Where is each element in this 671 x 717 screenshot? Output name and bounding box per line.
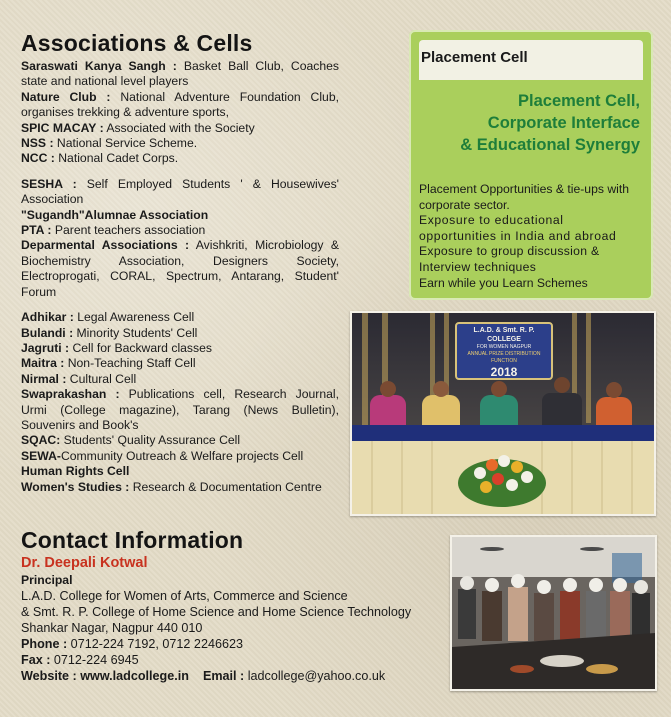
phone-row — [21, 636, 441, 652]
contact-heading: Contact Information — [21, 527, 244, 553]
phone-value[interactable]: 0712-224 7192, 0712 2246623 — [67, 637, 243, 651]
association-item — [21, 310, 339, 325]
associations-group-1 — [21, 59, 339, 167]
association-label: SPIC MACAY : — [21, 120, 104, 135]
association-item — [21, 356, 339, 371]
association-description: Avishkriti, Microbiology & Biochemistry Association, Designers Society, Electroprogati, CORAL, Spectrum, Antarang, Student' Forum — [21, 238, 340, 299]
association-label: "Sugandh"Alumnae Association — [21, 207, 209, 222]
association-description: Legal Awareness Cell — [73, 310, 195, 325]
placement-tagline — [418, 90, 640, 156]
banner-year: 2018 — [490, 365, 518, 379]
college-line-2: & Smt. R. P. College of Home Science and Home Science Technology — [21, 605, 412, 619]
association-description: Minority Students' Cell — [73, 325, 198, 340]
web-email-row — [21, 668, 441, 684]
placement-point: Exposure to educational opportunities in India and abroad — [419, 213, 617, 243]
association-description: Publications cell, Research Journal, Urmi (College magazine), Tarang (News Bulletin), Souvenirs and Book's — [21, 387, 339, 432]
banner-line-3: ANNUAL PRIZE DISTRIBUTION FUNCTION — [467, 351, 541, 364]
email-link[interactable]: ladcollege@yahoo.co.uk — [244, 669, 386, 683]
association-label: Nirmal : — [21, 371, 67, 386]
tagline-line: & Educational Synergy — [460, 136, 640, 154]
association-label: Human Rights Cell — [21, 464, 130, 479]
association-item — [21, 464, 339, 479]
association-item — [21, 223, 339, 238]
association-label: Deparmental Associations : — [21, 238, 190, 253]
prize-banner — [458, 326, 550, 379]
placement-point: Earn while you Learn Schemes — [419, 275, 588, 290]
association-item — [21, 208, 339, 223]
placement-points — [419, 182, 641, 291]
placement-point: Exposure to group discussion & Interview techniques — [419, 244, 600, 274]
association-item — [21, 387, 339, 433]
contact-details — [21, 555, 441, 684]
banner-line-2: FOR WOMEN NAGPUR — [476, 344, 532, 350]
associations-group-3 — [21, 310, 339, 495]
association-description: National Cadet Corps. — [54, 151, 179, 166]
email-label: Email : — [202, 669, 245, 683]
association-description: National Adventure Foundation Club, organises trekking & adventure sports, — [21, 89, 339, 120]
associations-list — [21, 59, 339, 495]
association-label: Maitra : — [21, 356, 65, 371]
association-description: Associated with the Society — [103, 120, 255, 135]
association-label: Saraswati Kanya Sangh : — [21, 59, 177, 73]
cooking-photo-illustration — [452, 537, 655, 689]
association-item — [21, 480, 339, 495]
fax-row — [21, 652, 441, 668]
association-item — [21, 372, 339, 387]
association-label: SEWA- — [21, 448, 61, 463]
tagline-line: Corporate Interface — [487, 114, 640, 132]
fax-label: Fax : — [21, 653, 51, 667]
association-item — [21, 59, 339, 90]
association-label: Adhikar : — [21, 310, 74, 325]
website-link[interactable]: www.ladcollege.in — [76, 669, 189, 683]
principal-role: Principal — [21, 573, 73, 587]
association-item — [21, 433, 339, 448]
association-description: Research & Documentation Centre — [129, 479, 322, 494]
association-description: Cultural Cell — [66, 371, 137, 386]
cooking-class-photo — [450, 535, 657, 691]
association-label: Nature Club : — [21, 89, 111, 104]
association-description: Parent teachers association — [51, 223, 206, 238]
association-label: Bulandi : — [21, 325, 74, 340]
association-description: Students' Quality Assurance Cell — [60, 433, 241, 448]
association-description: National Service Scheme. — [53, 136, 198, 151]
college-address: Shankar Nagar, Nagpur 440 010 — [21, 621, 203, 635]
college-line-1: L.A.D. College for Women of Arts, Commerce and Science — [21, 589, 348, 603]
placement-point: Placement Opportunities & tie-ups with corporate sector. — [419, 182, 629, 212]
association-label: Women's Studies : — [21, 479, 130, 494]
association-item — [21, 136, 339, 151]
banner-line-1: L.A.D. & Smt. R. P. COLLEGE — [473, 327, 535, 343]
website-label: Website : — [21, 669, 77, 683]
phone-label: Phone : — [21, 637, 68, 651]
association-item — [21, 449, 339, 464]
association-label: Swaprakashan : — [21, 387, 120, 402]
principal-name: Dr. Deepali Kotwal — [21, 555, 148, 571]
associations-group-2 — [21, 177, 339, 300]
tagline-line: Placement Cell, — [518, 92, 640, 110]
association-item — [21, 121, 339, 136]
association-description: Community Outreach & Welfare projects Cell — [60, 448, 304, 463]
association-item — [21, 341, 339, 356]
association-description: Basket Ball Club, Coaches state and national level players — [21, 59, 339, 89]
association-label: PTA : — [21, 223, 52, 238]
association-description: Non-Teaching Staff Cell — [64, 356, 196, 371]
placement-header-label: Placement Cell — [421, 49, 528, 66]
fax-value: 0712-224 6945 — [50, 653, 139, 667]
association-label: SESHA : — [21, 176, 77, 191]
association-label: SQAC: — [21, 433, 61, 448]
association-description: Self Employed Students ' & Housewives' Association — [21, 176, 339, 207]
associations-heading: Associations & Cells — [21, 30, 253, 56]
association-label: Jagruti : — [21, 340, 70, 355]
association-item — [21, 238, 339, 300]
association-label: NSS : — [21, 136, 54, 151]
prize-distribution-photo — [350, 311, 656, 516]
association-item — [21, 151, 339, 166]
association-label: NCC : — [21, 151, 55, 166]
association-item — [21, 177, 339, 208]
association-item — [21, 90, 339, 121]
association-description: Cell for Backward classes — [69, 340, 212, 355]
association-item — [21, 326, 339, 341]
